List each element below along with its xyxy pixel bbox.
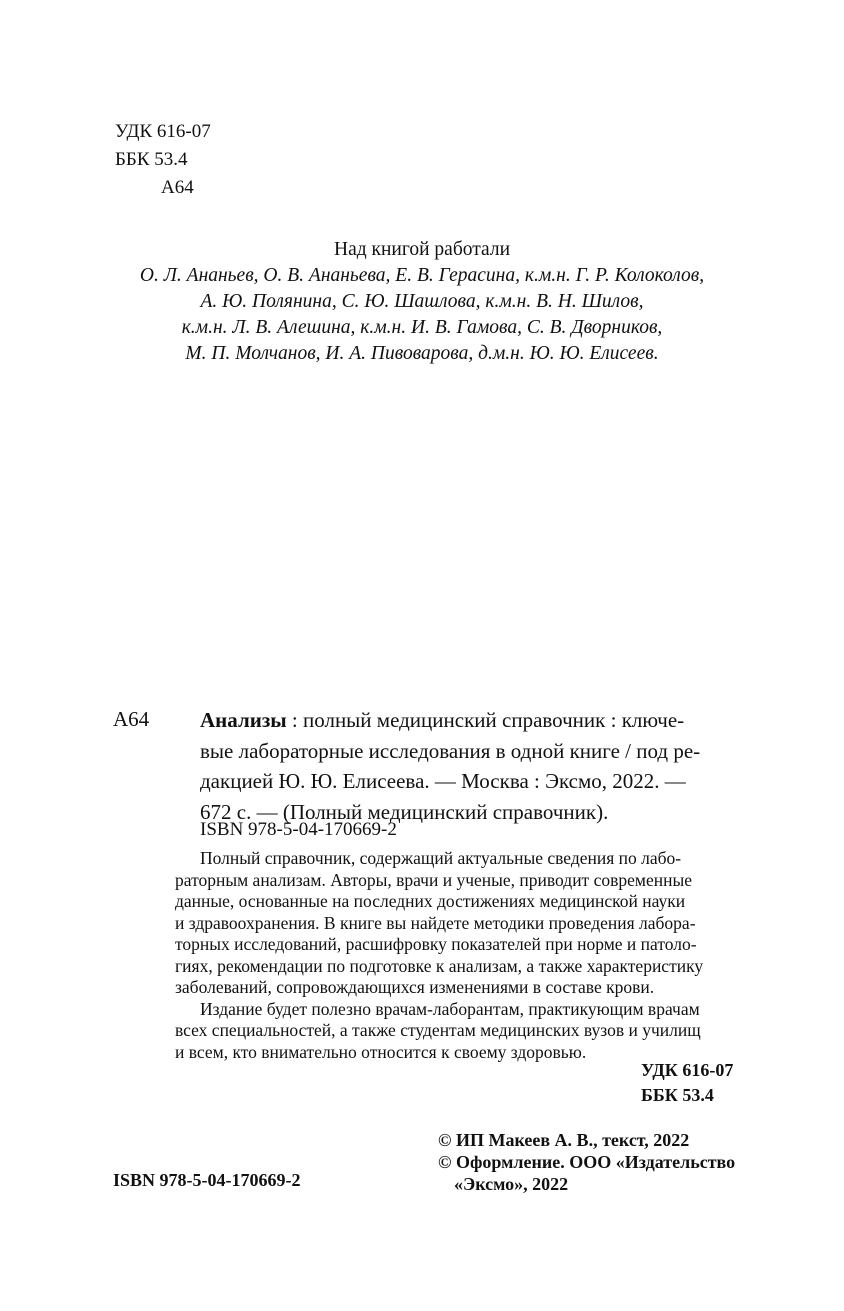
catalog-line-2: вые лабораторные исследования в одной книге / под ре- <box>200 738 701 763</box>
bbk-code: ББК 53.4 <box>115 149 188 170</box>
annotation-line: торных исследований, расшифровку показателей при норме и патоло- <box>175 934 697 954</box>
credits-heading: Над книгой работали <box>333 239 511 260</box>
footer-isbn: ISBN 978-5-04-170669-2 <box>113 1170 301 1190</box>
book-title: Анализы <box>200 708 287 732</box>
catalog-isbn: ISBN 978-5-04-170669-2 <box>200 819 397 840</box>
credits-line: А. Ю. Полянина, С. Ю. Шашлова, к.м.н. В. Н. Шилов, <box>200 291 644 312</box>
annotation <box>175 848 753 1063</box>
catalog-line-1 <box>200 705 700 736</box>
annotation-line: Полный справочник, содержащий актуальные сведения по лабо- <box>200 848 682 868</box>
copyright-line: «Эксмо», 2022 <box>454 1174 569 1194</box>
copyright-block <box>438 1129 735 1195</box>
catalog-code: А64 <box>113 707 150 731</box>
annotation-line: гиях, рекомендации по подготовке к анализам, а также характеристику <box>175 955 704 976</box>
annotation-line: данные, основанные на последних достижениях медицинской науки <box>175 891 686 911</box>
classification-codes <box>115 118 211 202</box>
udk-code: УДК 616-07 <box>115 121 211 142</box>
catalog-entry <box>200 705 700 827</box>
credits-line: М. П. Молчанов, И. А. Пивоварова, д.м.н. Ю. Ю. Елисеев. <box>185 343 659 364</box>
credits-block <box>0 237 844 367</box>
annotation-line: заболеваний, сопровождающихся изменениями в составе крови. <box>175 977 655 997</box>
annotation-line: и здравоохранения. В книге вы найдете методики проведения лабора- <box>175 912 696 933</box>
footer-udk: УДК 616-07 <box>641 1060 734 1080</box>
annotation-line: всех специальностей, а также студентам медицинских вузов и училищ <box>175 1020 701 1040</box>
footer-classification <box>641 1058 733 1108</box>
copyright-line: © Оформление. ООО «Издательство <box>438 1152 736 1172</box>
annotation-line: и всем, кто внимательно относится к своему здоровью. <box>175 1041 587 1062</box>
catalog-line-3: дакцией Ю. Ю. Елисеева. — Москва : Эксмо, 2022. — <box>200 769 686 793</box>
copyright-line: © ИП Макеев А. В., текст, 2022 <box>438 1130 690 1150</box>
author-mark: А64 <box>161 177 194 198</box>
annotation-line: Издание будет полезно врачам-лаборантам, практикующим врачам <box>200 998 700 1019</box>
catalog-line-text: : полный медицинский справочник : ключе- <box>286 708 685 732</box>
credits-line: к.м.н. Л. В. Алешина, к.м.н. И. В. Гамова, С. В. Дворников, <box>181 317 663 338</box>
catalog-line-4: 672 с. — (Полный медицинский справочник). <box>200 799 609 824</box>
credits-line: О. Л. Ананьев, О. В. Ананьева, Е. В. Герасина, к.м.н. Г. Р. Колоколов, <box>139 265 705 286</box>
footer-bbk: ББК 53.4 <box>641 1085 714 1105</box>
annotation-line: раторным анализам. Авторы, врачи и ученые, приводит современные <box>175 869 692 890</box>
